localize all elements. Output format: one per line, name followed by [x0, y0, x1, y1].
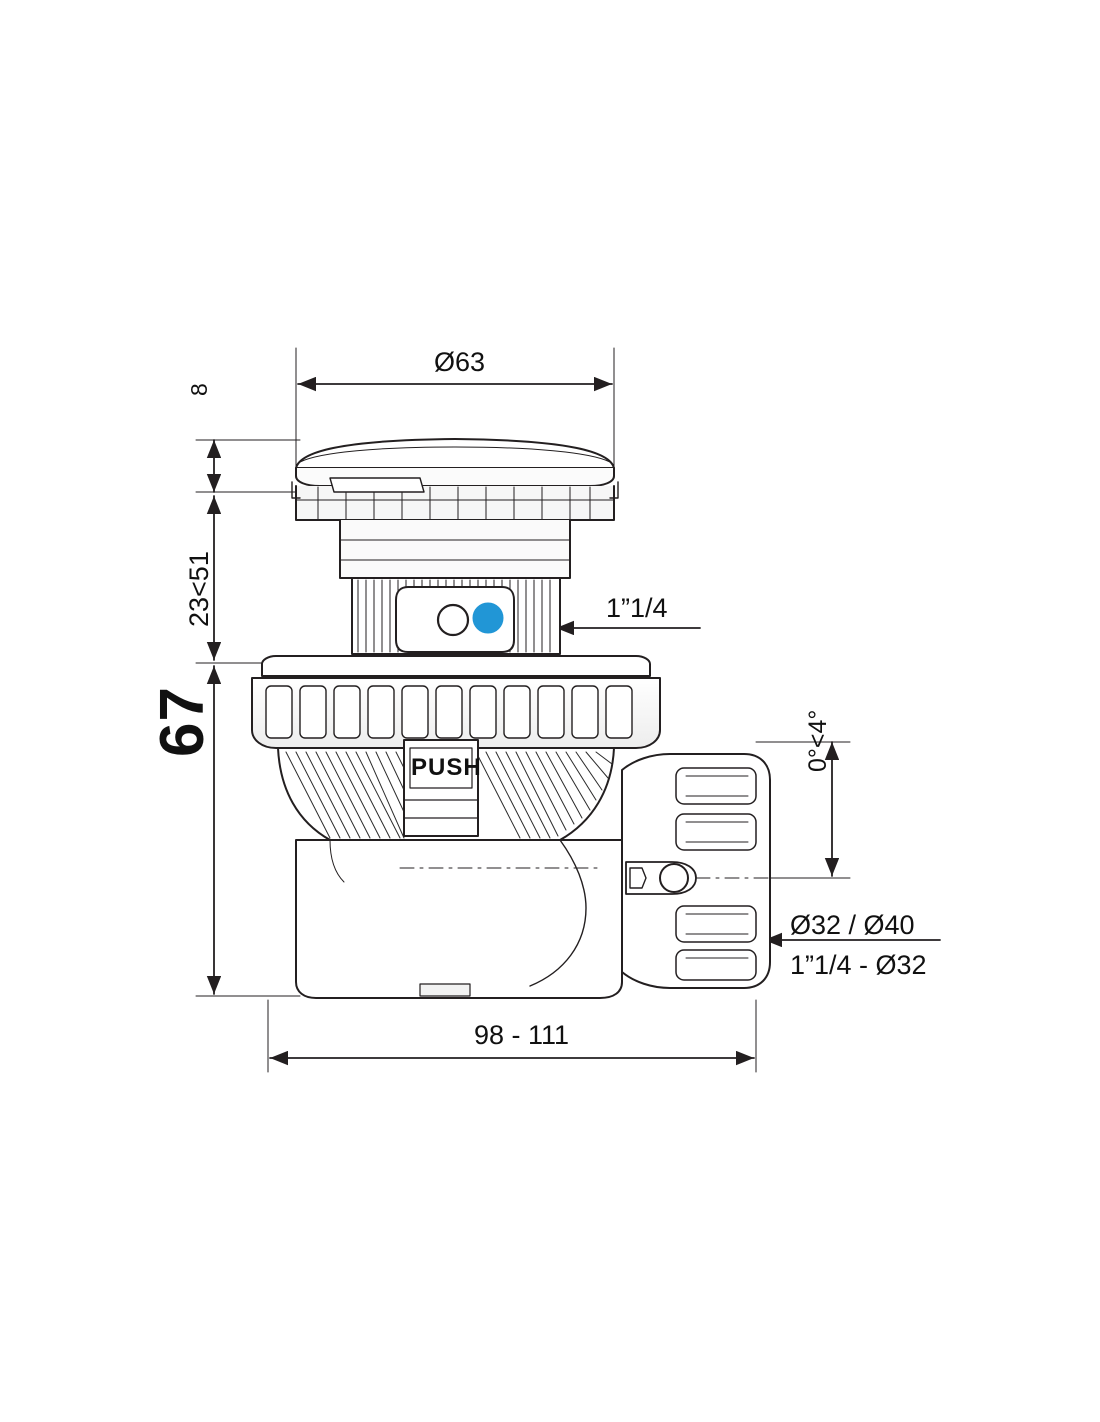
dimension-label-outlet-diameter: Ø32 / Ø40 — [790, 910, 915, 940]
dimension-label-outlet-angle: 0°<4° — [804, 709, 832, 772]
push-button-label: PUSH — [411, 754, 482, 781]
dimension-label-total-length: 98 - 111 — [474, 1020, 570, 1050]
dimension-label-cap-height: 8 — [186, 383, 212, 396]
dimension-label-diameter-top: Ø63 — [434, 347, 486, 377]
dimension-label-thread-size: 1”1/4 — [606, 593, 668, 623]
dimension-label-outlet-thread: 1”1/4 - Ø32 — [790, 950, 927, 980]
dimension-label-adjust-range: 23<51 — [184, 551, 214, 627]
dimension-label-total-height: 67 — [148, 686, 217, 757]
